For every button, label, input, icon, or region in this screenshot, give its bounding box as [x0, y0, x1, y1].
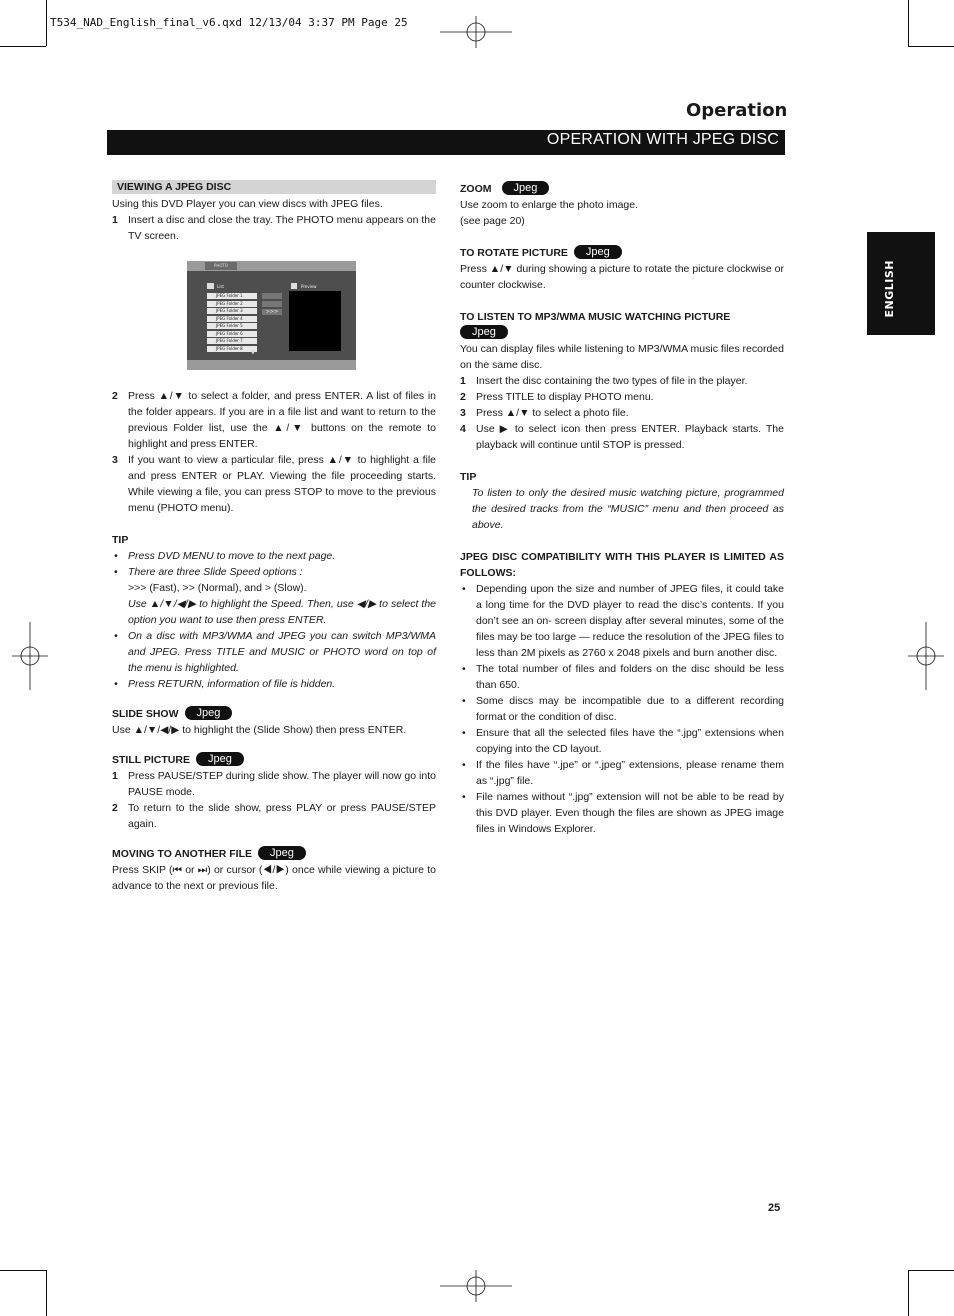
- jpeg-badge: Jpeg: [196, 752, 244, 766]
- step-text: Insert a disc and close the tray. The PHOTO menu appears on the TV screen.: [128, 214, 436, 242]
- tip-item: • On a disc with MP3/WMA and JPEG you can switch MP3/WMA and JPEG. Press TITLE and MUSIC or PHOTO word on top of the menu is highlighted.: [112, 628, 436, 676]
- folder-item[interactable]: JPEG Folder 2: [207, 301, 257, 307]
- registration-mark-icon: [908, 622, 944, 690]
- step-number: 1: [112, 214, 118, 226]
- right-column: [460, 181, 784, 837]
- step-text: To return to the slide show, press PLAY or press PAUSE/STEP again.: [128, 802, 436, 830]
- listen-step: [460, 421, 784, 453]
- listen-step: [460, 373, 784, 389]
- tip-speeds: >>> (Fast), >> (Normal), and > (Slow).: [128, 582, 307, 594]
- tip-item: • Press RETURN, information of file is hidden.: [112, 676, 436, 692]
- zoom-title: [460, 181, 784, 197]
- registration-mark-icon: [440, 1270, 512, 1302]
- moving-text: Press SKIP (⏮ or ⏭) or cursor (◀/▶) once while viewing a picture to advance to the next or previous file.: [112, 864, 436, 892]
- tip-item: • Press DVD MENU to move to the next page.: [112, 548, 436, 564]
- listen-step: [460, 405, 784, 421]
- crop-mark: [46, 1270, 47, 1316]
- scroll-down-icon: ▼: [251, 350, 255, 356]
- tip-heading: TIP: [460, 471, 477, 483]
- compat-heading: JPEG DISC COMPATIBILITY WITH THIS PLAYER IS LIMITED AS FOLLOWS:: [460, 551, 784, 579]
- section-title: Operation: [686, 100, 788, 121]
- crop-mark: [908, 1270, 954, 1271]
- tip-text: There are three Slide Speed options :: [128, 566, 303, 578]
- step-number: 3: [460, 407, 466, 419]
- list-label: List: [217, 284, 224, 289]
- jpeg-badge: Jpeg: [185, 706, 233, 720]
- step-3: [112, 452, 436, 516]
- listen-heading: TO LISTEN TO MP3/WMA MUSIC WATCHING PICTURE: [460, 311, 731, 323]
- compat-item: • If the files have “.jpe” or “.jpeg” extensions, please rename them as “.jpg” file.: [460, 757, 784, 789]
- compat-item: • The total number of files and folders on the disc should be less than 650.: [460, 661, 784, 693]
- step-text: Press ▲/▼ to select a folder, and press ENTER. A list of files in the folder appears. If you are in a file list and want to return to the previous Folder list, use the ▲/▼ buttons on the remote to highlight and press ENTER.: [128, 390, 436, 450]
- left-column-cont: [112, 388, 436, 894]
- zoom-text: Use zoom to enlarge the photo image.: [460, 199, 639, 211]
- jpeg-badge: Jpeg: [460, 325, 508, 339]
- step-number: 2: [112, 802, 118, 814]
- preview-icon: [291, 283, 297, 289]
- listen-badge-row: [460, 325, 784, 341]
- step-number: 1: [460, 375, 466, 387]
- listen-text: You can display files while listening to MP3/WMA music files recorded on the same disc.: [460, 343, 784, 371]
- folder-list: [207, 293, 257, 353]
- language-tab-label: ENGLISH: [883, 260, 896, 318]
- slideshow-icon[interactable]: [262, 301, 282, 307]
- zoom-text: (see page 20): [460, 215, 525, 227]
- rotate-text: Press ▲/▼ during showing a picture to rotate the picture clockwise or counter clockwise.: [460, 263, 784, 291]
- step-text: Insert the disc containing the two types of file in the player.: [476, 375, 748, 387]
- photo-menu-screenshot: [187, 261, 356, 370]
- step-text: Press PAUSE/STEP during slide show. The player will now go into PAUSE mode.: [128, 770, 436, 798]
- moving-heading: MOVING TO ANOTHER FILE: [112, 848, 253, 860]
- still-step-1: [112, 768, 436, 800]
- preview-label: Preview: [301, 284, 317, 289]
- folder-item[interactable]: JPEG Folder 3: [207, 308, 257, 314]
- rotate-title: [460, 245, 784, 261]
- banner-title: OPERATION WITH JPEG DISC: [546, 131, 779, 148]
- folder-item[interactable]: JPEG Folder 4: [207, 316, 257, 322]
- viewing-heading: VIEWING A JPEG DISC: [112, 180, 436, 194]
- step-text: Press TITLE to display PHOTO menu.: [476, 391, 654, 403]
- crop-mark: [0, 1270, 46, 1271]
- language-tab: [867, 232, 935, 335]
- folder-item[interactable]: JPEG Folder 6: [207, 331, 257, 337]
- folder-item[interactable]: JPEG Folder 5: [207, 323, 257, 329]
- step-number: 2: [460, 391, 466, 403]
- slide-show-title: [112, 706, 436, 722]
- step-text: If you want to view a particular file, press ▲/▼ to highlight a file and press ENTER or PLAY. Viewing the file proceeding starts. While viewing a file, you can press STOP to move to the previous menu (PHOTO menu).: [128, 454, 436, 514]
- step-number: 3: [112, 454, 118, 466]
- step-2: [112, 388, 436, 452]
- crop-mark: [908, 46, 954, 47]
- step-number: 4: [460, 423, 466, 435]
- viewing-intro: Using this DVD Player you can view discs with JPEG files.: [112, 198, 383, 210]
- still-picture-heading: STILL PICTURE: [112, 754, 190, 766]
- page-banner: [107, 130, 785, 155]
- listen-step: [460, 389, 784, 405]
- crop-mark: [0, 46, 46, 47]
- folder-item[interactable]: JPEG Folder 7: [207, 338, 257, 344]
- jpeg-badge: Jpeg: [574, 245, 622, 259]
- zoom-heading: ZOOM: [460, 183, 492, 195]
- slide-speed-button[interactable]: >>>: [262, 309, 282, 315]
- step-text: Use ▶ to select icon then press ENTER. Playback starts. The playback will continue until STOP is pressed.: [476, 423, 784, 451]
- compat-item: • Ensure that all the selected files have the “.jpg” extensions when copying into the CD layout.: [460, 725, 784, 757]
- photo-tab: PHOTO: [205, 262, 237, 270]
- compat-item: • Some discs may be incompatible due to a different recording format or the condition of disc.: [460, 693, 784, 725]
- crop-mark: [908, 1270, 909, 1316]
- file-slug: T534_NAD_English_final_v6.qxd 12/13/04 3:37 PM Page 25: [50, 16, 408, 29]
- preview-panel: [289, 291, 341, 351]
- slide-show-text: Use ▲/▼/◀/▶ to highlight the (Slide Show) then press ENTER.: [112, 724, 407, 736]
- moving-title: [112, 846, 436, 862]
- rotate-heading: TO ROTATE PICTURE: [460, 247, 568, 259]
- still-step-2: [112, 800, 436, 832]
- registration-mark-icon: [12, 622, 48, 690]
- crop-mark: [46, 0, 47, 46]
- left-column: [112, 180, 436, 244]
- tip-item: [112, 564, 436, 628]
- compat-item: • Depending upon the size and number of JPEG files, it could take a long time for the DVD player to read the disc’s contents. If you don’t see an on- screen display after several minutes, some of the files may be too large — reduce the resolution of the JPEG files to less than 2M pixels as 2760 x 2048 pixels and burn another disc.: [460, 581, 784, 661]
- jpeg-badge: Jpeg: [502, 181, 550, 195]
- step-1: [112, 212, 436, 244]
- step-number: 1: [112, 770, 118, 782]
- folder-item[interactable]: JPEG Folder 1: [207, 293, 257, 299]
- still-picture-title: [112, 752, 436, 768]
- crop-mark: [908, 0, 909, 46]
- page-number: 25: [768, 1202, 781, 1214]
- tip-text: Use ▲/▼/◀/▶ to highlight the Speed. Then, use ◀/▶ to select the option you want to use then press ENTER.: [128, 598, 436, 626]
- slide-show-heading: SLIDE SHOW: [112, 708, 179, 720]
- tip-heading: TIP: [112, 534, 129, 546]
- folder-item[interactable]: JPEG Folder 8: [207, 346, 257, 352]
- photo-menu-body: [187, 271, 356, 360]
- compat-item: • File names without “.jpg” extension will not be able to be read by this DVD player. Even though the files are shown as JPEG image files in Windows Explorer.: [460, 789, 784, 837]
- tip-text: To listen to only the desired music watching picture, programmed the desired tracks from the “MUSIC” menu and then proceed as above.: [472, 487, 784, 531]
- step-number: 2: [112, 390, 118, 402]
- folder-icon: [207, 283, 214, 289]
- step-text: Press ▲/▼ to select a photo file.: [476, 407, 629, 419]
- registration-mark-icon: [440, 16, 512, 48]
- music-icon[interactable]: [262, 293, 282, 299]
- jpeg-badge: Jpeg: [258, 846, 306, 860]
